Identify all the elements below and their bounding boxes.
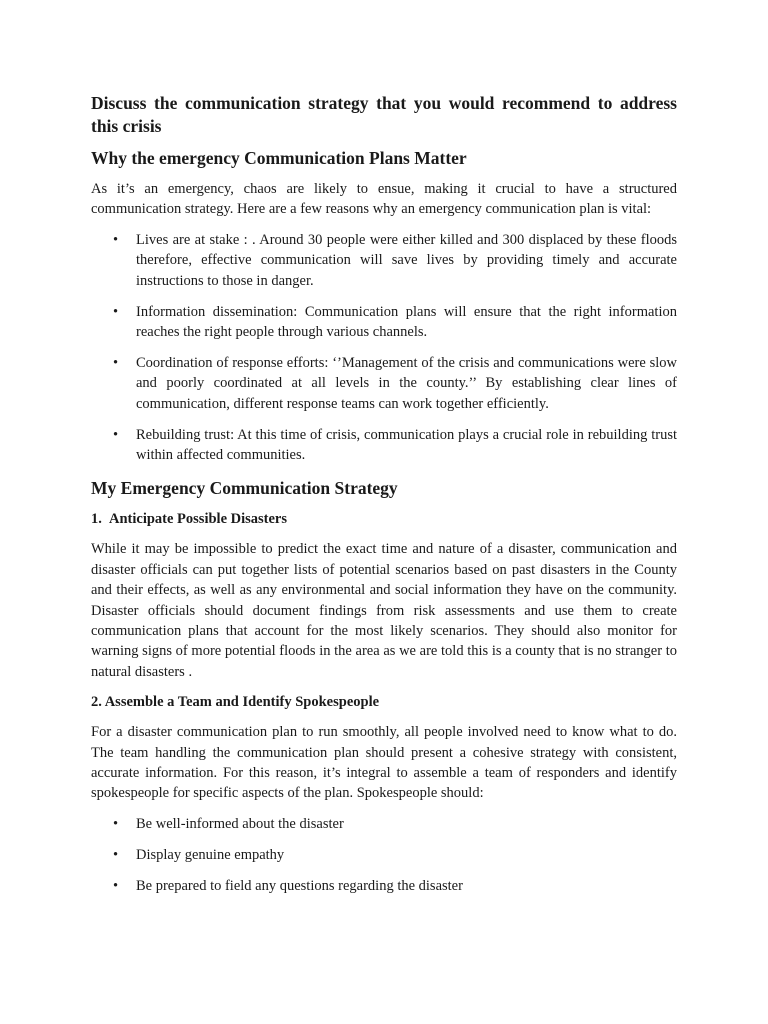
reasons-list bbox=[91, 230, 677, 466]
list-item-text: Be well-informed about the disaster bbox=[136, 815, 344, 832]
list-item bbox=[91, 230, 677, 291]
list-item bbox=[91, 353, 677, 414]
step1-number: 1. bbox=[91, 511, 102, 528]
step2-paragraph: For a disaster communication plan to run smoothly, all people involved need to know what to do. The team handling the communication plan should present a cohesive strategy with consistent, accurate information. For this reason, it’s integral to assemble a team of responders and identify spokespeople for specific aspects of the plan. Spokespeople should: bbox=[91, 724, 677, 802]
bullet-icon: • bbox=[113, 846, 119, 863]
step2-heading: 2. Assemble a Team and Identify Spokespeople bbox=[91, 694, 380, 711]
list-item-text: Information dissemination: Communication plans will ensure that the right information reaches the right people through various channels. bbox=[136, 303, 677, 340]
list-item bbox=[91, 302, 677, 343]
spokespeople-list bbox=[91, 814, 677, 896]
list-item bbox=[91, 845, 677, 865]
bullet-icon: • bbox=[113, 303, 119, 320]
section-heading-why-plans-matter: Why the emergency Communication Plans Matter bbox=[91, 148, 467, 168]
step1-title: Anticipate Possible Disasters bbox=[109, 511, 288, 528]
list-item bbox=[91, 876, 677, 896]
document-title: Discuss the communication strategy that you would recommend to address this crisis bbox=[91, 93, 677, 136]
list-item-text: Be prepared to field any questions regarding the disaster bbox=[136, 877, 463, 894]
list-item-text: Display genuine empathy bbox=[136, 846, 285, 863]
document-page bbox=[91, 92, 677, 907]
list-item-text: Rebuilding trust: At this time of crisis, communication plays a crucial role in rebuilding trust within affected communities. bbox=[136, 426, 677, 463]
list-item bbox=[91, 814, 677, 834]
list-item-text: Lives are at stake : . Around 30 people were either killed and 300 displaced by these floods therefore, effective communication will save lives by providing timely and accurate instructions to those in danger. bbox=[136, 231, 677, 289]
list-item bbox=[91, 425, 677, 466]
section-heading-strategy: My Emergency Communication Strategy bbox=[91, 478, 398, 499]
bullet-icon: • bbox=[113, 231, 119, 248]
bullet-icon: • bbox=[113, 815, 119, 832]
step1-paragraph: While it may be impossible to predict the exact time and nature of a disaster, communication and disaster officials can put together lists of potential scenarios based on past disasters in the County and their effects, as well as any environmental and social information they have on the community. Disaster officials should document findings from risk assessments and use them to create communication plans that account for the most likely scenarios. They should also monitor for warning signs of more potential floods in the area as we are told this is a county that is no stranger to natural disasters . bbox=[91, 541, 677, 680]
list-item-text: Coordination of response efforts: ‘’Management of the crisis and communications were slow and poorly coordinated at all levels in the county.’’ By establishing clear lines of communication, different response teams can work together efficiently. bbox=[136, 354, 677, 412]
bullet-icon: • bbox=[113, 426, 119, 443]
bullet-icon: • bbox=[113, 354, 119, 371]
bullet-icon: • bbox=[113, 877, 119, 894]
step1-heading bbox=[91, 509, 677, 529]
section-intro-paragraph: As it’s an emergency, chaos are likely to ensue, making it crucial to have a structured communication strategy. Here are a few reasons why an emergency communication plan is vital: bbox=[91, 181, 677, 218]
